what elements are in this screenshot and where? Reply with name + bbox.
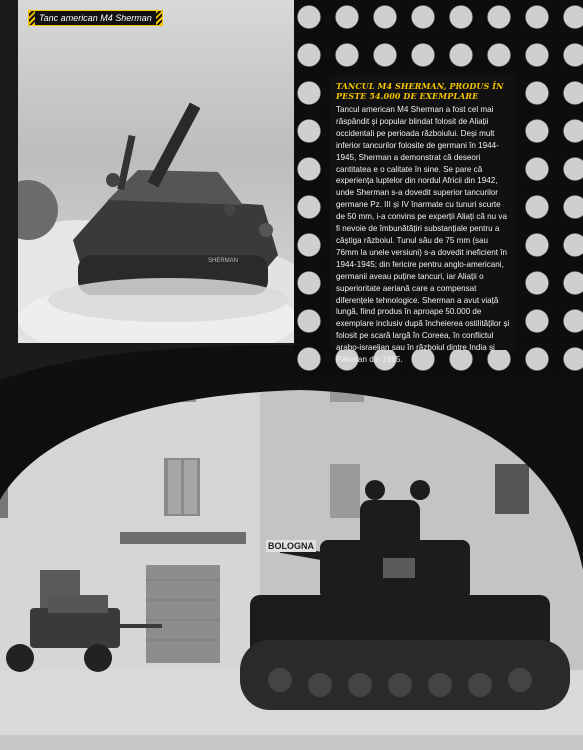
article-body: Tancul american M4 Sherman a fost cel mai răspândit și popular blindat folosit de Aliații occidentali pe perioada războiului. Deși mult inferior tancurilor folosite de germani în 1944-1945, Sherman a demonstrat că deseori cantitatea e o calitate în sine. Se pare că experiența luptelor din nordul Africii din 1942, unde Sherman s-a dovedit superior tancurilor germane Pz. III și IV înarmate cu tunuri scurte de 50 mm, i-a convins pe experții Aliați că nu va fi nevoie de îmbunătățiri substanțiale pentru a câștiga războiul. Tunul său de 75 mm (sau 76mm la unele versiuni) s-a dovedit ineficient în 1944-1945; din fericire pentru anglo-americani, germanii aveau puține tancuri, iar Aliații o superioritate aeriană care a compensat diferențele tehnologice. Sherman a avut viață lungă, fiind produs în aproape 50.000 de exemplare inclusiv după încheierea ostilităților și folosit pe scară largă în Coreea, în conflictul arabo-israelian sau în războiul dintre India și Pakistan din 1965. — [336, 105, 510, 365]
article-title: TANCUL M4 SHERMAN, PRODUS ÎN PESTE 54.000 DE EXEMPLARE — [336, 81, 504, 101]
tank-photo — [18, 0, 294, 343]
street-sign: BOLOGNA — [268, 541, 314, 551]
photo-caption-tag: Tanc american M4 Sherman — [28, 10, 163, 26]
tank-illustration — [18, 0, 294, 343]
street-photo — [0, 340, 583, 750]
article-panel — [330, 75, 516, 365]
svg-text:SHERMAN: SHERMAN — [208, 258, 239, 264]
